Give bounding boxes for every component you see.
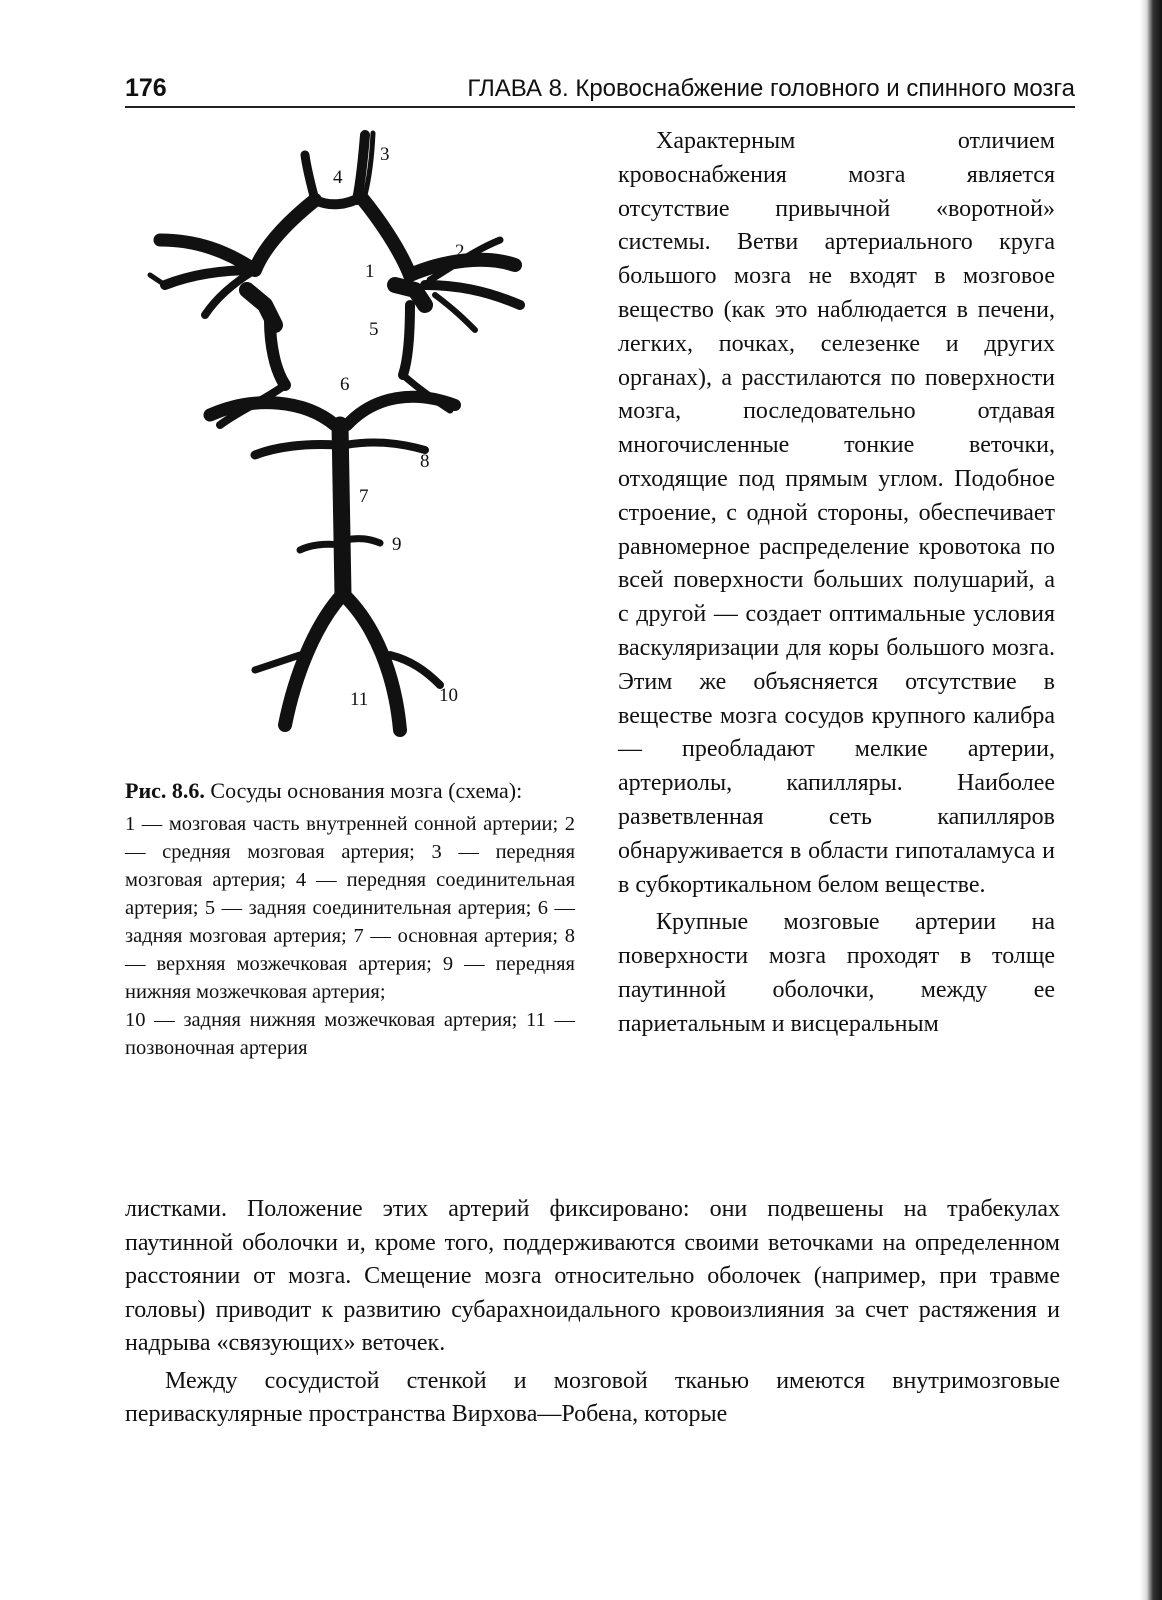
left-pica <box>255 655 300 670</box>
label-8: 8 <box>420 451 430 472</box>
caption-figure-number: Рис. 8.6. <box>125 778 205 803</box>
right-posterior-communicating <box>403 305 410 375</box>
left-superior-cerebellar <box>255 444 337 455</box>
caption-subtitle: Сосуды основания мозга (схема): <box>210 778 523 803</box>
chapter-title: ГЛАВА 8. Кровоснабжение головного и спинного мозга <box>467 75 1075 102</box>
right-mca-branch-4 <box>435 295 475 330</box>
label-10: 10 <box>439 685 458 706</box>
label-11: 11 <box>350 689 369 710</box>
paragraph-1: Характерным отличием кровоснабжения мозга является отсутствие привычной «воротной» системы. Ветви артериального круга большого мозга не входят в мозговое вещество (как это наблюдается в печени, легких, почках, селезенке и других органах), а расстилаются по поверхности мозга, последовательно отдавая многочисленные тонкие веточки, отходящие под прямым углом. Подобное строение, с одной стороны, обеспечивает равномерное распределение кровотока по всей поверхности больших полушарий, а с другой — создает оптимальные условия васкуляризации для коры большого мозга. Этим же объясняется отсутствие в веществе мозга сосудов крупного калибра — преобладают мелкие артерии, артериолы, капилляры. Наиболее разветвленная сеть капилляров обнаруживается в области гипоталамуса и в субкортикальном белом веществе. <box>618 128 1055 898</box>
right-aica <box>345 539 380 543</box>
label-3: 3 <box>380 144 390 165</box>
left-arch <box>255 200 315 270</box>
page-header <box>125 74 1075 108</box>
label-1: 1 <box>365 261 375 282</box>
right-column-text <box>618 125 1055 1042</box>
page-edge-shadow <box>1140 0 1162 1600</box>
basilar-artery <box>340 425 343 595</box>
label-2: 2 <box>455 241 465 262</box>
label-4: 4 <box>333 167 343 188</box>
paragraph-2-continuation: листками. Положение этих артерий фиксировано: они подвешены на трабекулах паутинной оболочки и, кроме того, поддерживаются своими веточками на определенном расстоянии от мозга. Смещение мозга относительно оболочек (например, при травме головы) приводит к развитию субарахноидального кровоизлияния за счет растяжения и надрыва «связующих» веточек. <box>125 1196 1060 1356</box>
figure-vessels-diagram <box>125 125 600 765</box>
page-number: 176 <box>125 74 167 102</box>
full-width-text <box>125 1193 1060 1432</box>
label-6: 6 <box>340 374 350 395</box>
label-9: 9 <box>392 534 402 555</box>
right-superior-cerebellar <box>345 443 425 450</box>
label-7: 7 <box>359 486 369 507</box>
caption-legend: 1 — мозговая часть внутренней сонной артерии; 2 — средняя мозговая артерия; 3 — передняя мозговая артерия; 4 — передняя соединительная артерия; 5 — задняя соединительная артерия; 6 — задняя мозговая артерия; 7 — основная артерия; 8 — верхняя мозжечковая артерия; 9 — передняя нижняя мозжечковая артерия; <box>125 813 575 1003</box>
left-mca-branch-4 <box>150 275 165 285</box>
caption-legend-2: 10 — задняя нижняя мозжечковая артерия; 11 — позвоночная артерия <box>125 1009 575 1059</box>
figure-caption <box>125 775 575 1062</box>
artery-scheme-svg <box>125 125 600 765</box>
paragraph-3: Между сосудистой стенкой и мозговой тканью имеются внутримозговые периваскулярные пространства Вирхова—Робена, которые <box>125 1367 1060 1427</box>
paragraph-2-start: Крупные мозговые артерии на поверхности мозга проходят в толще паутинной оболочки, между ее париетальным и висцеральным <box>618 909 1055 1037</box>
caption-title-line <box>125 775 575 806</box>
label-5: 5 <box>369 319 379 340</box>
